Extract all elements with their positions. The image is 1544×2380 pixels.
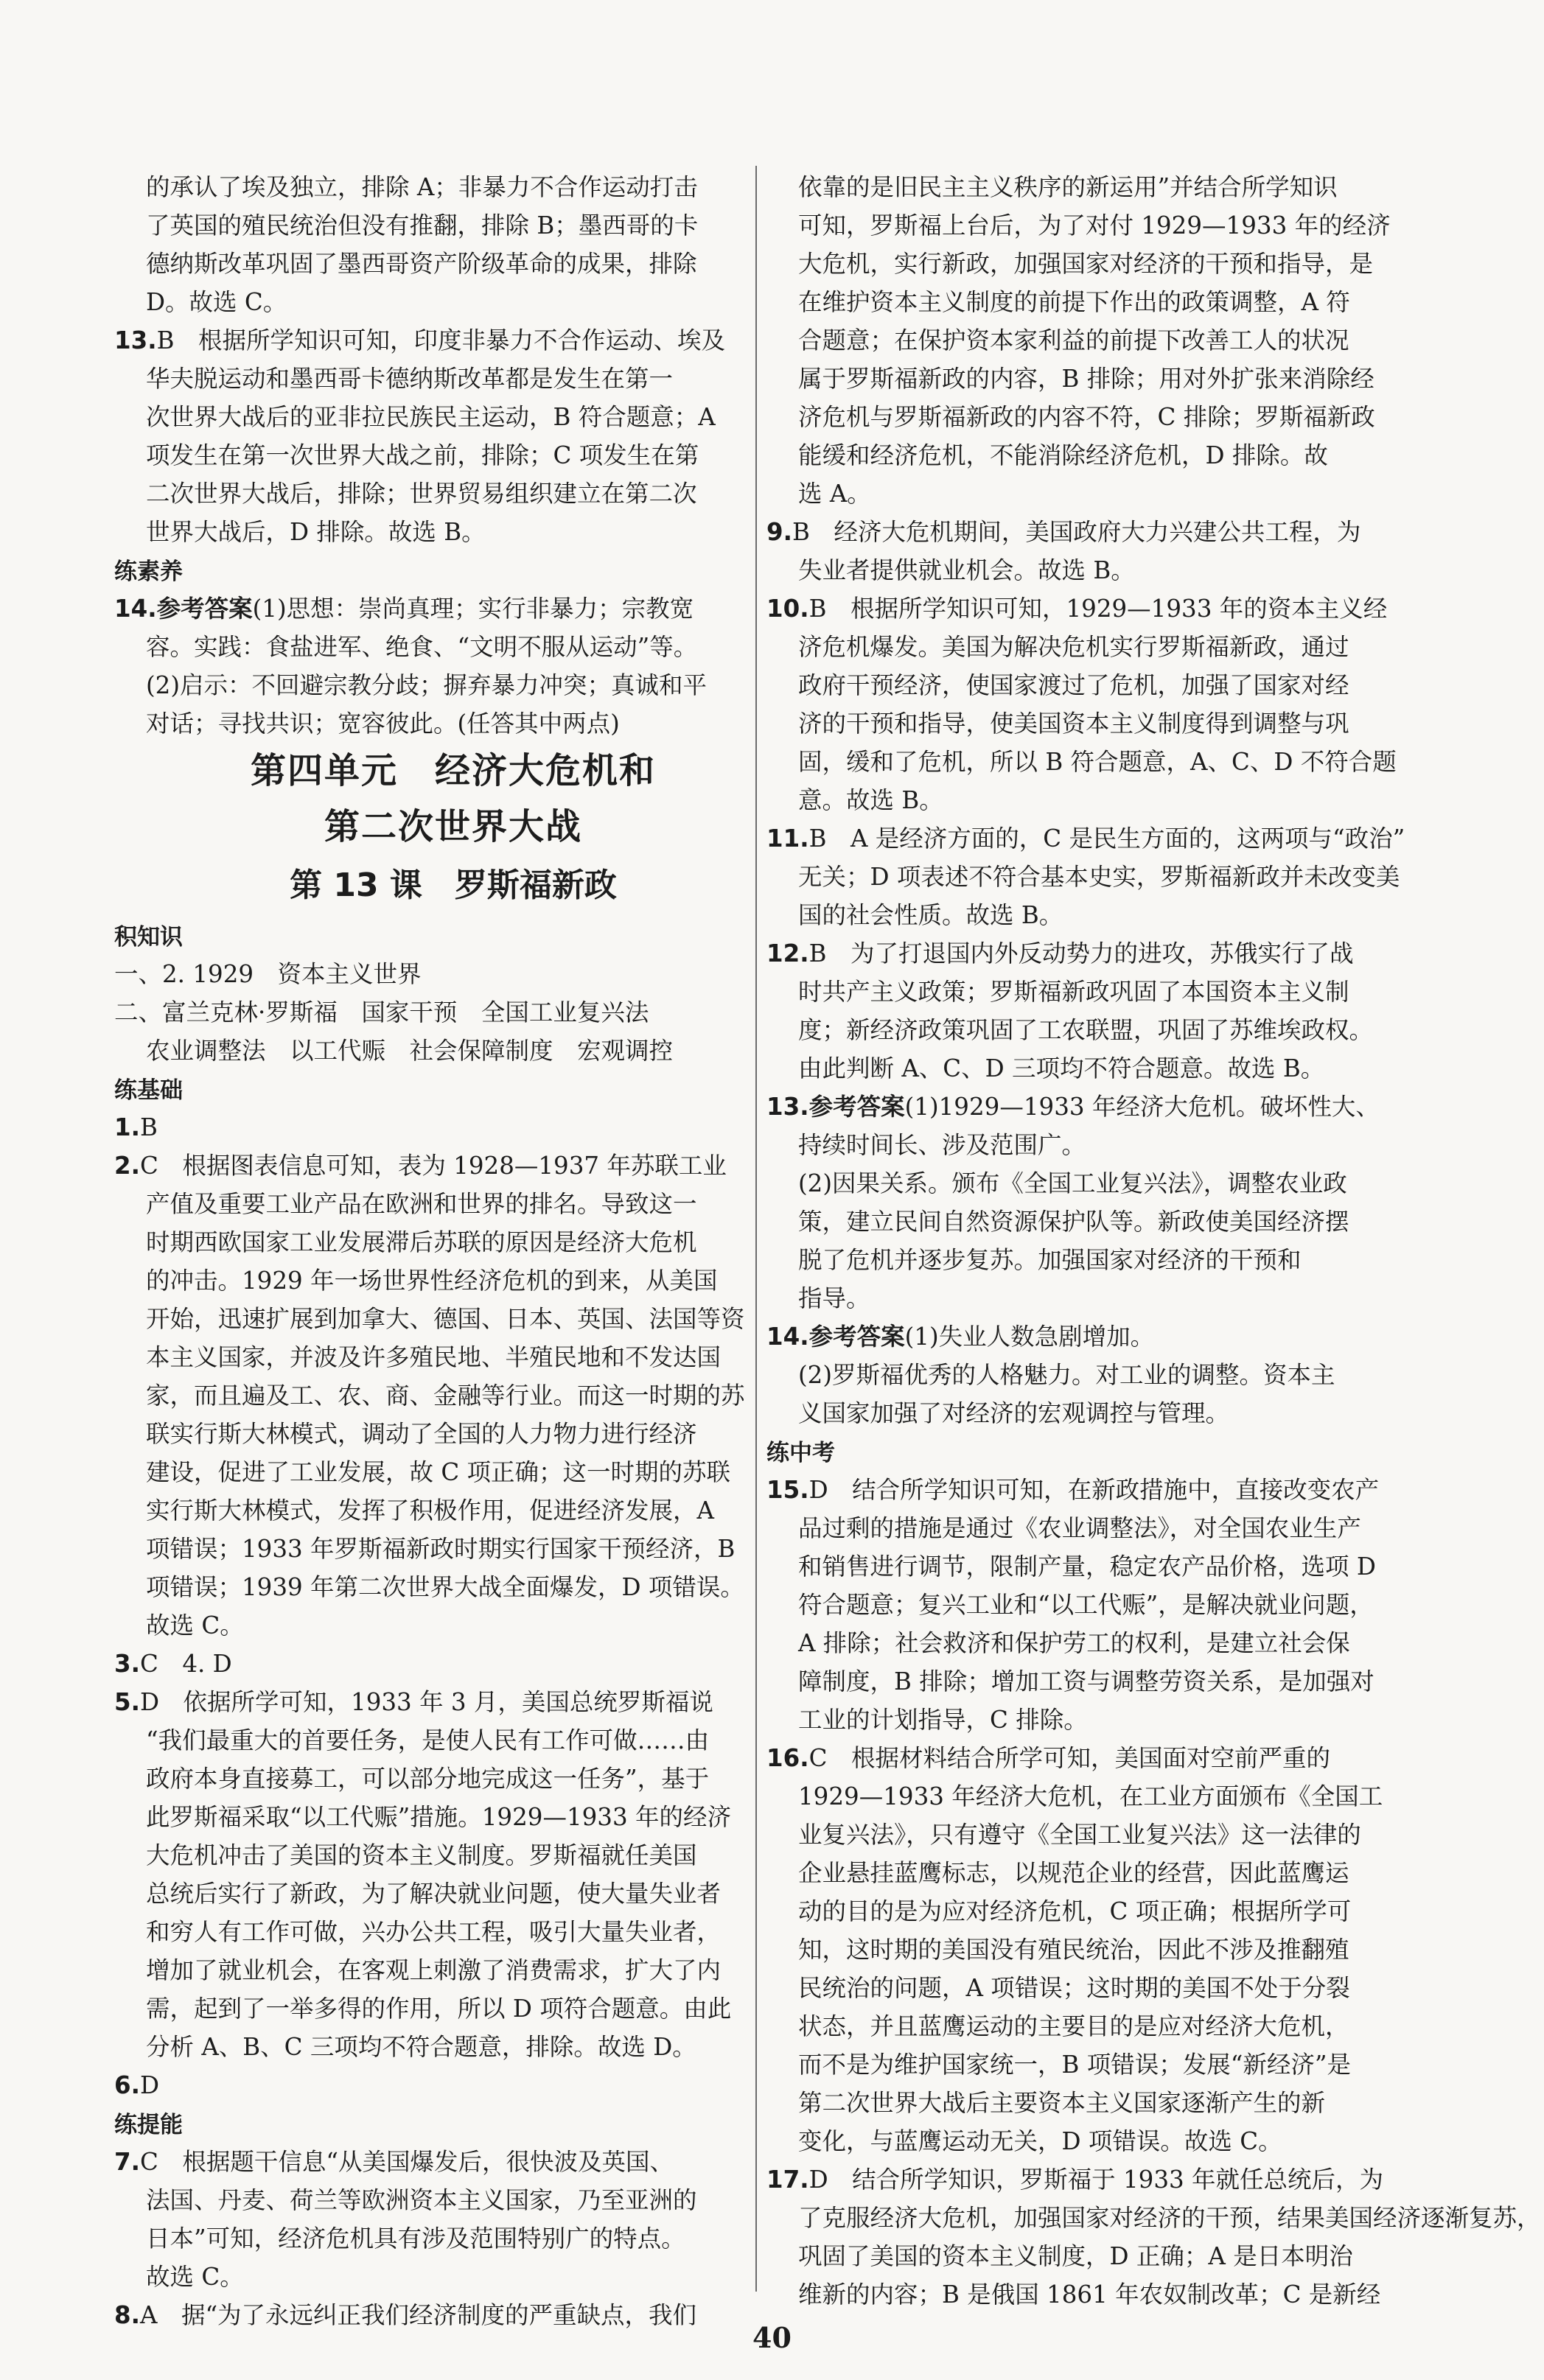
line-text: 家，而且遍及工、农、商、金融等行业。而这一时期的苏	[146, 1382, 745, 1410]
line-text: 障制度，B 排除；增加工资与调整劳资关系，是加强对	[798, 1667, 1374, 1695]
item-number: 2.	[114, 1152, 140, 1180]
item-number: 11.	[766, 825, 809, 853]
text-line	[766, 628, 1445, 666]
line-text: 选 A。	[798, 480, 871, 508]
line-text: 动的目的是为应对经济危机，C 项正确；根据所学可	[798, 1897, 1352, 1925]
line-text: 增加了就业机会，在客观上刺激了消费需求，扩大了内	[146, 1956, 722, 1984]
line-text: D。故选 C。	[146, 288, 287, 316]
line-text: 第二次世界大战后主要资本主义国家逐渐产生的新	[798, 2089, 1326, 2117]
text-line	[114, 2028, 792, 2066]
line-text: 世界大战后，D 排除。故选 B。	[146, 518, 486, 546]
text-line	[114, 2181, 792, 2219]
text-line	[114, 704, 792, 743]
line-text: 度；新经济政策巩固了工农联盟，巩固了苏维埃政权。	[798, 1016, 1374, 1044]
text-line	[766, 704, 1445, 743]
line-text: 失业者提供就业机会。故选 B。	[798, 556, 1135, 584]
text-line	[114, 1913, 792, 1951]
line-text: 和销售进行调节，限制产量，稳定农产品价格，选项 D	[798, 1553, 1376, 1581]
line-text: 农业调整法 以工代赈 社会保障制度 宏观调控	[146, 1037, 674, 1065]
text-line	[114, 1415, 792, 1453]
text-line	[114, 436, 792, 475]
page-number: 40	[752, 2321, 792, 2354]
answer-item	[114, 321, 792, 360]
text-line	[766, 2237, 1445, 2275]
line-text: B	[139, 1113, 158, 1141]
line-text: 法国、丹麦、荷兰等欧洲资本主义国家，乃至亚洲的	[146, 2186, 697, 2214]
text-line	[766, 1547, 1445, 1586]
text-line	[766, 1509, 1445, 1547]
text-line	[114, 1261, 792, 1300]
line-text: 总统后实行了新政，为了解决就业问题，使大量失业者	[146, 1880, 722, 1908]
answer-item	[766, 1317, 1445, 1356]
answer-item	[766, 2160, 1445, 2199]
line-text: 工业的计划指导，C 排除。	[798, 1706, 1088, 1734]
line-text: 业复兴法》，只有遵守《全国工业复兴法》这一法律的	[798, 1821, 1361, 1849]
text-line	[114, 993, 792, 1032]
line-text: 义国家加强了对经济的宏观调控与管理。	[798, 1399, 1230, 1427]
answer-item	[114, 2143, 792, 2181]
line-text: B 根据所学知识可知，1929—1933 年的资本主义经	[808, 595, 1388, 623]
line-text: 华夫脱运动和墨西哥卡德纳斯改革都是发生在第一	[146, 365, 674, 393]
text-line	[766, 1279, 1445, 1317]
line-text: 此罗斯福采取“以工代赈”措施。1929—1933 年的经济	[146, 1803, 731, 1831]
line-text: 济危机爆发。美国为解决危机实行罗斯福新政，通过	[798, 633, 1349, 661]
line-text: D 依据所学可知，1933 年 3 月，美国总统罗斯福说	[139, 1688, 713, 1716]
text-line	[766, 1586, 1445, 1624]
text-line	[114, 1376, 792, 1415]
answer-item	[766, 1471, 1445, 1509]
text-line	[766, 1624, 1445, 1662]
line-text: 了英国的殖民统治但没有推翻，排除 B；墨西哥的卡	[146, 211, 699, 239]
text-line	[114, 1875, 792, 1913]
text-line	[114, 2219, 792, 2258]
answer-item	[766, 1739, 1445, 1777]
line-text: 在维护资本主义制度的前提下作出的政策调整，A 符	[798, 288, 1350, 316]
text-line	[114, 666, 792, 704]
text-line	[114, 955, 792, 993]
line-text: (1)思想：崇尚真理；实行非暴力；宗教宽	[252, 595, 694, 623]
line-text: C 根据材料结合所学可知，美国面对空前严重的	[808, 1744, 1330, 1772]
text-line	[766, 1662, 1445, 1701]
item-number: 16.	[766, 1744, 809, 1772]
line-text: 一、2. 1929 资本主义世界	[114, 960, 422, 988]
line-text: C 根据题干信息“从美国爆发后，很快波及英国、	[139, 2148, 674, 2176]
line-text: (1)失业人数急剧增加。	[904, 1323, 1155, 1351]
text-line	[766, 206, 1445, 245]
text-line	[114, 1491, 792, 1530]
line-text: 和穷人有工作可做，兴办公共工程，吸引大量失业者，	[146, 1918, 722, 1946]
text-line	[114, 475, 792, 513]
answer-item	[766, 934, 1445, 973]
section-heading: 练提能	[114, 2112, 183, 2138]
line-text: C 4. D	[139, 1650, 232, 1678]
item-number: 7.	[114, 2148, 140, 2176]
line-text: 了克服经济大危机，加强国家对经济的干预，结果美国经济逐渐复苏，	[798, 2204, 1541, 2232]
unit-title: 第四单元 经济大危机和	[250, 750, 656, 791]
line-text: 日本”可知，经济危机具有涉及范围特别广的特点。	[146, 2225, 685, 2253]
line-text: 可知，罗斯福上台后，为了对付 1929—1933 年的经济	[798, 211, 1391, 239]
text-line	[766, 2007, 1445, 2045]
text-line	[766, 398, 1445, 436]
line-text: 联实行斯大林模式，调动了全国的人力物力进行经济	[146, 1420, 697, 1448]
text-line	[766, 1394, 1445, 1432]
text-line	[114, 1568, 792, 1606]
line-text: (2)罗斯福优秀的人格魅力。对工业的调整。资本主	[798, 1361, 1335, 1389]
text-line	[766, 743, 1445, 781]
line-text: 属于罗斯福新政的内容，B 排除；用对外扩张来消除经	[798, 365, 1374, 393]
line-text: 时期西欧国家工业发展滞后苏联的原因是经济大危机	[146, 1228, 697, 1256]
text-line	[114, 1798, 792, 1836]
item-number: 15.	[766, 1476, 809, 1504]
line-text: 无关；D 项表述不符合基本史实，罗斯福新政并未改变美	[798, 863, 1400, 891]
line-text: 政府本身直接募工，可以部分地完成这一任务”，基于	[146, 1765, 710, 1793]
text-line	[766, 2275, 1445, 2314]
item-number: 9.	[766, 518, 792, 546]
line-text: (2)启示：不回避宗教分歧；摒弃暴力冲突；真诚和平	[146, 671, 708, 699]
answer-label: 参考答案	[808, 1323, 905, 1351]
text-line	[766, 1854, 1445, 1892]
text-line	[114, 206, 792, 245]
line-text: 德纳斯改革巩固了墨西哥资产阶级革命的成果，排除	[146, 250, 697, 278]
text-line	[766, 896, 1445, 934]
answer-item	[114, 1645, 792, 1683]
text-line	[766, 781, 1445, 819]
text-line	[766, 1126, 1445, 1164]
text-line	[114, 1300, 792, 1338]
text-line	[766, 551, 1445, 589]
line-text: 政府干预经济，使国家渡过了危机，加强了国家对经	[798, 671, 1349, 699]
line-text: A 据“为了永远纠正我们经济制度的严重缺点，我们	[139, 2301, 697, 2329]
text-line	[114, 1721, 792, 1760]
text-line	[766, 1356, 1445, 1394]
line-text: C 根据图表信息可知，表为 1928—1937 年苏联工业	[139, 1152, 727, 1180]
answer-item	[114, 1108, 792, 1147]
text-line	[766, 1931, 1445, 1969]
line-text: B A 是经济方面的，C 是民生方面的，这两项与“政治”	[808, 825, 1405, 853]
line-text: “我们最重大的首要任务，是使人民有工作可做……由	[146, 1726, 710, 1754]
text-line	[766, 1241, 1445, 1279]
section-heading: 积知识	[114, 924, 183, 951]
line-text: 时共产主义政策；罗斯福新政巩固了本国资本主义制	[798, 978, 1349, 1006]
line-text: 容。实践：食盐进军、绝食、“文明不服从运动”等。	[146, 633, 698, 661]
line-text: 项错误；1933 年罗斯福新政时期实行国家干预经济，B	[146, 1535, 736, 1563]
line-text: D 结合所学知识可知，在新政措施中，直接改变农产	[808, 1476, 1380, 1504]
text-line	[114, 2258, 792, 2296]
text-line	[114, 1453, 792, 1491]
answer-label: 参考答案	[808, 1093, 905, 1121]
text-line	[114, 1989, 792, 2028]
text-line	[114, 1606, 792, 1645]
text-line	[114, 1530, 792, 1568]
text-line	[114, 360, 792, 398]
item-number: 8.	[114, 2301, 140, 2329]
text-line	[766, 321, 1445, 360]
text-line	[114, 1032, 792, 1070]
line-text: 分析 A、B、C 三项均不符合题意，排除。故选 D。	[146, 2033, 696, 2061]
line-text: 合题意；在保护资本家利益的前提下改善工人的状况	[798, 326, 1349, 354]
line-text: 固，缓和了危机，所以 B 符合题意，A、C、D 不符合题	[798, 748, 1397, 776]
item-number: 12.	[766, 939, 809, 967]
line-text: 1929—1933 年经济大危机，在工业方面颁布《全国工	[798, 1782, 1383, 1810]
text-line	[766, 1011, 1445, 1049]
text-line	[114, 1185, 792, 1223]
line-text: 脱了危机并逐步复苏。加强国家对经济的干预和	[798, 1246, 1302, 1274]
line-text: 企业悬挂蓝鹰标志，以规范企业的经营，因此蓝鹰运	[798, 1859, 1349, 1887]
text-line	[766, 2122, 1445, 2160]
item-number: 10.	[766, 595, 809, 623]
line-text: (2)因果关系。颁布《全国工业复兴法》，调整农业政	[798, 1169, 1347, 1197]
item-number: 1.	[114, 1113, 140, 1141]
item-number: 17.	[766, 2166, 809, 2194]
line-text: B 为了打退国内外反动势力的进攻，苏俄实行了战	[808, 939, 1354, 967]
text-line	[766, 2084, 1445, 2122]
line-text: 大危机，实行新政，加强国家对经济的干预和指导，是	[798, 250, 1374, 278]
answer-item	[766, 819, 1445, 858]
line-text: (1)1929—1933 年经济大危机。破坏性大、	[904, 1093, 1380, 1121]
unit-title: 第二次世界大战	[324, 806, 582, 847]
item-number: 13.	[766, 1093, 809, 1121]
text-line	[766, 1203, 1445, 1241]
answer-item	[114, 1683, 792, 1721]
line-text: 产值及重要工业产品在欧洲和世界的排名。导致这一	[146, 1190, 697, 1218]
answer-item	[766, 589, 1445, 628]
line-text: 故选 C。	[146, 1611, 244, 1639]
text-line	[114, 1338, 792, 1376]
line-text: 对话；寻找共识；宽容彼此。(任答其中两点)	[146, 710, 620, 738]
item-number: 6.	[114, 2071, 140, 2099]
line-text: 项发生在第一次世界大战之前，排除；C 项发生在第	[146, 441, 699, 469]
line-text: 能缓和经济危机，不能消除经济危机，D 排除。故	[798, 441, 1328, 469]
line-text: 而不是为维护国家统一，B 项错误；发展“新经济”是	[798, 2051, 1351, 2079]
text-line	[766, 1892, 1445, 1931]
line-text: 变化，与蓝鹰运动无关，D 项错误。故选 C。	[798, 2127, 1282, 2155]
item-number: 3.	[114, 1650, 140, 1678]
text-line	[766, 436, 1445, 475]
line-text: 依靠的是旧民主主义秩序的新运用”并结合所学知识	[798, 173, 1338, 201]
line-text: 济的干预和指导，使美国资本主义制度得到调整与巩	[798, 710, 1349, 738]
text-line	[114, 1836, 792, 1875]
line-text: 知，这时期的美国没有殖民统治，因此不涉及推翻殖	[798, 1936, 1349, 1964]
text-line	[766, 1701, 1445, 1739]
line-text: 故选 C。	[146, 2263, 244, 2291]
line-text: 二次世界大战后，排除；世界贸易组织建立在第二次	[146, 480, 697, 508]
line-text: 次世界大战后的亚非拉民族民主运动，B 符合题意；A	[146, 403, 716, 431]
answer-item	[766, 1088, 1445, 1126]
item-number: 5.	[114, 1688, 140, 1716]
left-column	[114, 168, 792, 2334]
text-line	[766, 360, 1445, 398]
line-text: D 结合所学知识，罗斯福于 1933 年就任总统后，为	[808, 2166, 1384, 2194]
line-text: A 排除；社会救济和保护劳工的权利，是建立社会保	[798, 1629, 1350, 1657]
item-number: 14.	[114, 595, 157, 623]
line-text: 实行斯大林模式，发挥了积极作用，促进经济发展，A	[146, 1497, 714, 1525]
item-number: 14.	[766, 1323, 809, 1351]
text-line	[114, 513, 792, 551]
section-heading: 练中考	[766, 1440, 835, 1466]
answer-item	[114, 2066, 792, 2104]
line-text: 指导。	[798, 1284, 870, 1312]
line-text: 状态，并且蓝鹰运动的主要目的是应对经济大危机，	[798, 2012, 1349, 2040]
line-text: 二、富兰克林·罗斯福 国家干预 全国工业复兴法	[114, 998, 649, 1026]
line-text: 由此判断 A、C、D 三项均不符合题意。故选 B。	[798, 1054, 1325, 1082]
text-line	[114, 628, 792, 666]
line-text: 民统治的问题，A 项错误；这时期的美国不处于分裂	[798, 1974, 1350, 2002]
line-text: 品过剩的措施是通过《农业调整法》，对全国农业生产	[798, 1514, 1361, 1542]
text-line	[766, 666, 1445, 704]
text-line	[766, 1049, 1445, 1088]
text-line	[766, 1164, 1445, 1203]
line-text: 持续时间长、涉及范围广。	[798, 1131, 1086, 1159]
column-divider	[755, 166, 757, 2292]
section-heading: 练素养	[114, 559, 183, 585]
line-text: 济危机与罗斯福新政的内容不符，C 排除；罗斯福新政	[798, 403, 1375, 431]
line-text: 的冲击。1929 年一场世界性经济危机的到来，从美国	[146, 1267, 718, 1295]
lesson-title: 第 13 课 罗斯福新政	[290, 867, 617, 904]
text-line	[114, 168, 792, 206]
line-text: 开始，迅速扩展到加拿大、德国、日本、英国、法国等资	[146, 1305, 745, 1333]
text-line	[766, 2199, 1541, 2237]
answer-item	[766, 513, 1445, 551]
text-line	[766, 283, 1445, 321]
answer-item	[114, 589, 792, 628]
line-text: 策，建立民间自然资源保护队等。新政使美国经济摆	[798, 1208, 1349, 1236]
item-number: 13.	[114, 326, 157, 354]
line-text: 本主义国家，并波及许多殖民地、半殖民地和不发达国	[146, 1343, 722, 1371]
line-text: B 根据所学知识可知，印度非暴力不合作运动、埃及	[156, 326, 725, 354]
line-text: 意。故选 B。	[798, 786, 943, 814]
text-line	[766, 1777, 1445, 1816]
line-text: 巩固了美国的资本主义制度，D 正确；A 是日本明治	[798, 2242, 1353, 2270]
text-line	[114, 1760, 792, 1798]
line-text: 项错误；1939 年第二次世界大战全面爆发，D 项错误。	[146, 1573, 744, 1601]
line-text: 符合题意；复兴工业和“以工代赈”，是解决就业问题，	[798, 1591, 1374, 1619]
answer-label: 参考答案	[156, 595, 253, 623]
line-text: 国的社会性质。故选 B。	[798, 901, 1063, 929]
text-line	[114, 1223, 792, 1261]
text-line	[766, 168, 1445, 206]
text-line	[766, 1816, 1445, 1854]
line-text: 维新的内容；B 是俄国 1861 年农奴制改革；C 是新经	[798, 2281, 1381, 2309]
line-text: 需，起到了一举多得的作用，所以 D 项符合题意。由此	[146, 1995, 732, 2023]
answer-item	[114, 1147, 792, 1185]
text-line	[766, 2045, 1445, 2084]
text-line	[114, 245, 792, 283]
text-line	[766, 245, 1445, 283]
line-text: D	[139, 2071, 160, 2099]
text-line	[766, 973, 1445, 1011]
line-text: B 经济大危机期间，美国政府大力兴建公共工程，为	[792, 518, 1361, 546]
text-line	[766, 475, 1445, 513]
text-line	[766, 858, 1445, 896]
line-text: 的承认了埃及独立，排除 A；非暴力不合作运动打击	[146, 173, 698, 201]
text-line	[114, 398, 792, 436]
text-line	[114, 283, 792, 321]
right-column	[766, 168, 1541, 2314]
text-line	[766, 1969, 1445, 2007]
line-text: 建设，促进了工业发展，故 C 项正确；这一时期的苏联	[146, 1458, 731, 1486]
text-line	[114, 1951, 792, 1989]
line-text: 大危机冲击了美国的资本主义制度。罗斯福就任美国	[146, 1841, 697, 1869]
section-heading: 练基础	[114, 1077, 183, 1104]
